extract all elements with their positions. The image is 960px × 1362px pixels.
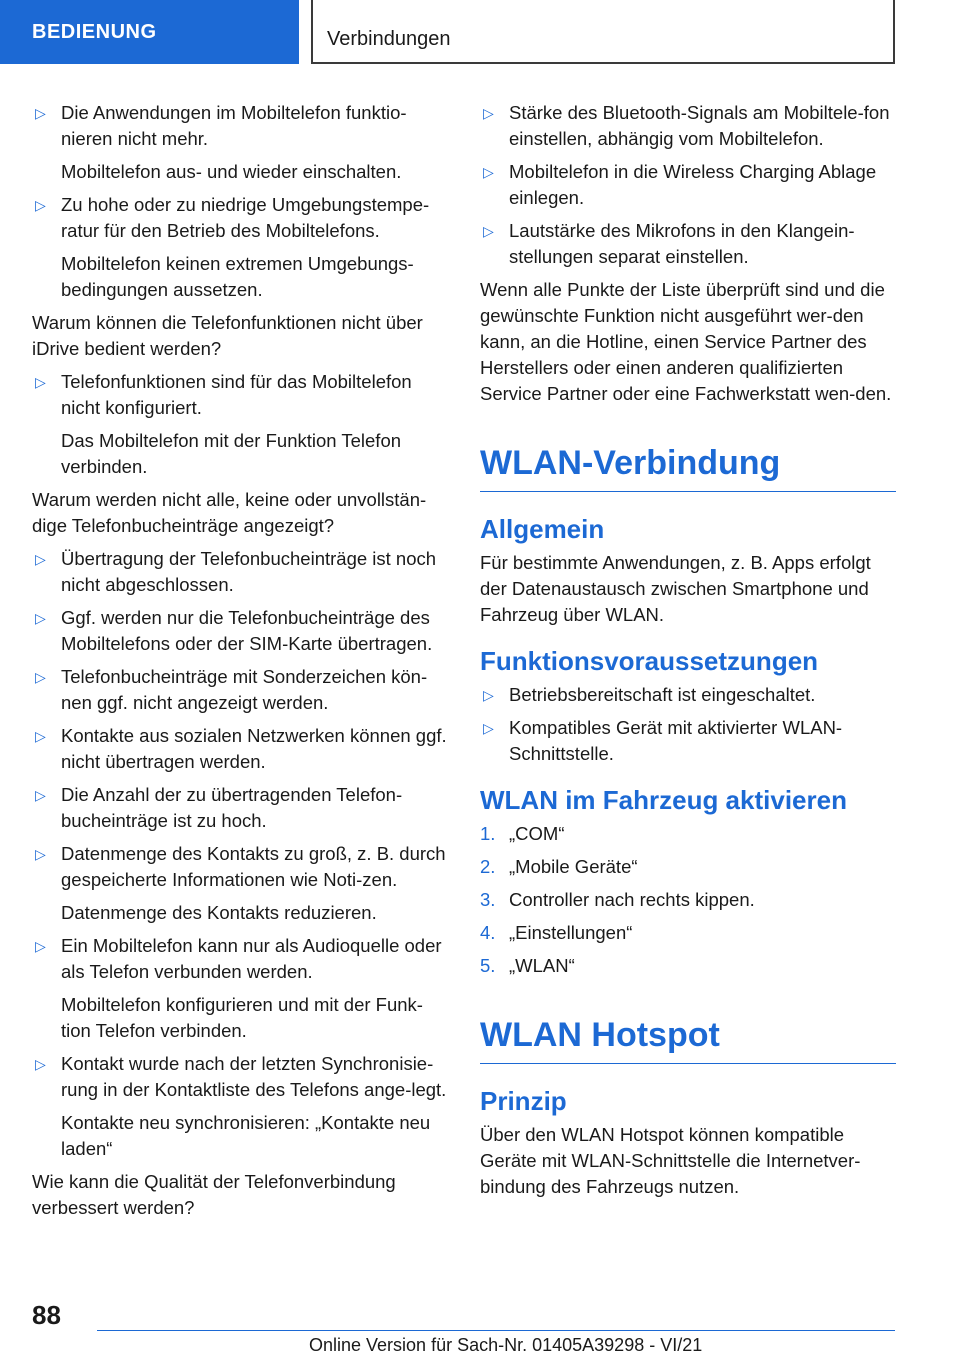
bullet-item xyxy=(32,723,450,775)
bullet-triangle-icon: ▷ xyxy=(483,720,494,736)
step-text: „COM“ xyxy=(509,823,565,844)
numbered-step xyxy=(480,854,896,880)
numbered-step xyxy=(480,887,896,913)
bullet-text: Betriebsbereitschaft ist eingeschaltet. xyxy=(509,684,816,705)
bullet-text: Kompatibles Gerät mit aktivierter WLAN-Schnittstelle. xyxy=(509,717,843,764)
bullet-item xyxy=(32,1051,450,1103)
bullet-text: Die Anwendungen im Mobiltelefon funktio-nieren nicht mehr. xyxy=(61,102,407,149)
bullet-item xyxy=(32,782,450,834)
bullet-triangle-icon: ▷ xyxy=(483,687,494,703)
bullet-triangle-icon: ▷ xyxy=(35,846,46,862)
step-number: 5. xyxy=(480,955,496,976)
subsection-heading: WLAN im Fahrzeug aktivieren xyxy=(480,785,847,815)
bullet-item xyxy=(480,159,896,211)
paragraph: Für bestimmte Anwendungen, z. B. Apps erfolgt der Datenaustausch zwischen Smartphone und Fahrzeug über WLAN. xyxy=(480,552,871,625)
paragraph: Wie kann die Qualität der Telefonverbindung verbessert werden? xyxy=(32,1171,396,1218)
bullet-item xyxy=(480,715,896,767)
remedy-text: Mobiltelefon konfigurieren und mit der Funk-tion Telefon verbinden. xyxy=(61,994,423,1041)
step-number: 3. xyxy=(480,889,496,910)
bullet-text: Kontakt wurde nach der letzten Synchronisie-rung in der Kontaktliste des Telefons ange-legt. xyxy=(61,1053,447,1100)
bullet-text: Die Anzahl der zu übertragenden Telefon-bucheinträge ist zu hoch. xyxy=(61,784,403,831)
bullet-triangle-icon: ▷ xyxy=(35,1056,46,1072)
numbered-step xyxy=(480,953,896,979)
bullet-item xyxy=(32,546,450,598)
bullet-item xyxy=(32,100,450,152)
bullet-item xyxy=(32,841,450,893)
paragraph: Warum können die Telefonfunktionen nicht über iDrive bedient werden? xyxy=(32,312,423,359)
remedy-text: Datenmenge des Kontakts reduzieren. xyxy=(61,902,377,923)
bullet-text: Ein Mobiltelefon kann nur als Audioquelle oder als Telefon verbunden werden. xyxy=(61,935,442,982)
step-number: 4. xyxy=(480,922,496,943)
bullet-text: Ggf. werden nur die Telefonbucheinträge des Mobiltelefons oder der SIM-Karte übertragen. xyxy=(61,607,433,654)
bullet-triangle-icon: ▷ xyxy=(35,374,46,390)
bullet-text: Stärke des Bluetooth-Signals am Mobiltele-fon einstellen, abhängig vom Mobiltelefon. xyxy=(509,102,890,149)
remedy-text: Das Mobiltelefon mit der Funktion Telefon verbinden. xyxy=(61,430,402,477)
left-column xyxy=(32,100,450,1228)
bullet-item xyxy=(32,192,450,244)
bullet-item xyxy=(480,682,896,708)
bullet-text: Lautstärke des Mikrofons in den Klangein-stellungen separat einstellen. xyxy=(509,220,855,267)
step-text: „WLAN“ xyxy=(509,955,575,976)
step-number: 1. xyxy=(480,823,496,844)
bullet-text: Übertragung der Telefonbucheinträge ist noch nicht abgeschlossen. xyxy=(61,548,437,595)
page-number: 88 xyxy=(32,1300,61,1330)
bullet-triangle-icon: ▷ xyxy=(35,938,46,954)
bullet-item xyxy=(480,100,896,152)
bullet-text: Telefonfunktionen sind für das Mobiltelefon nicht konfiguriert. xyxy=(61,371,412,418)
paragraph: Über den WLAN Hotspot können kompatible Geräte mit WLAN-Schnittstelle die Internetver-bindung des Fahrzeugs nutzen. xyxy=(480,1124,861,1197)
bullet-text: Mobiltelefon in die Wireless Charging Ablage einlegen. xyxy=(509,161,877,208)
section-heading: WLAN Hotspot xyxy=(480,1015,896,1064)
bullet-item xyxy=(32,933,450,985)
bullet-item xyxy=(480,218,896,270)
bullet-triangle-icon: ▷ xyxy=(35,728,46,744)
bullet-text: Zu hohe oder zu niedrige Umgebungstempe-ratur für den Betrieb des Mobiltelefons. xyxy=(61,194,430,241)
bullet-text: Datenmenge des Kontakts zu groß, z. B. durch gespeicherte Informationen wie Noti-zen. xyxy=(61,843,446,890)
bullet-triangle-icon: ▷ xyxy=(35,197,46,213)
bullet-triangle-icon: ▷ xyxy=(35,551,46,567)
step-number: 2. xyxy=(480,856,496,877)
bullet-triangle-icon: ▷ xyxy=(35,669,46,685)
bullet-item xyxy=(32,664,450,716)
right-column xyxy=(480,100,896,1207)
section-tab: BEDIENUNG xyxy=(0,0,299,64)
step-text: „Mobile Geräte“ xyxy=(509,856,638,877)
subsection-heading: Allgemein xyxy=(480,514,605,544)
remedy-text: Kontakte neu synchronisieren: „Kontakte neu laden“ xyxy=(61,1112,431,1159)
section-heading: WLAN-Verbindung xyxy=(480,443,896,492)
bullet-triangle-icon: ▷ xyxy=(483,164,494,180)
bullet-item xyxy=(32,369,450,421)
bullet-text: Telefonbucheinträge mit Sonderzeichen kön-nen ggf. nicht angezeigt werden. xyxy=(61,666,428,713)
bullet-text: Kontakte aus sozialen Netzwerken können ggf. nicht übertragen werden. xyxy=(61,725,447,772)
paragraph: Warum werden nicht alle, keine oder unvollstän-dige Telefonbucheinträge angezeigt? xyxy=(32,489,427,536)
footer-version: Online Version für Sach-Nr. 01405A39298 - VI/21 xyxy=(309,1335,703,1355)
bullet-triangle-icon: ▷ xyxy=(483,105,494,121)
bullet-triangle-icon: ▷ xyxy=(483,223,494,239)
remedy-text: Mobiltelefon keinen extremen Umgebungs-bedingungen aussetzen. xyxy=(61,253,414,300)
subsection-heading: Funktionsvoraussetzungen xyxy=(480,646,819,676)
paragraph: Wenn alle Punkte der Liste überprüft sind und die gewünschte Funktion nicht ausgeführt wer-den kann, an die Hotline, einen Service Partner des Herstellers oder einen anderen qualifizierten Service Partner oder eine Fachwerkstatt wen-den. xyxy=(480,279,892,404)
bullet-item xyxy=(32,605,450,657)
bullet-triangle-icon: ▷ xyxy=(35,787,46,803)
bullet-triangle-icon: ▷ xyxy=(35,610,46,626)
bullet-triangle-icon: ▷ xyxy=(35,105,46,121)
step-text: Controller nach rechts kippen. xyxy=(509,889,755,910)
footer-divider xyxy=(97,1330,895,1331)
subsection-heading: Prinzip xyxy=(480,1086,567,1116)
numbered-step xyxy=(480,821,896,847)
chapter-title: Verbindungen xyxy=(311,0,895,64)
step-text: „Einstellungen“ xyxy=(509,922,633,943)
remedy-text: Mobiltelefon aus- und wieder einschalten. xyxy=(61,161,402,182)
numbered-step xyxy=(480,920,896,946)
